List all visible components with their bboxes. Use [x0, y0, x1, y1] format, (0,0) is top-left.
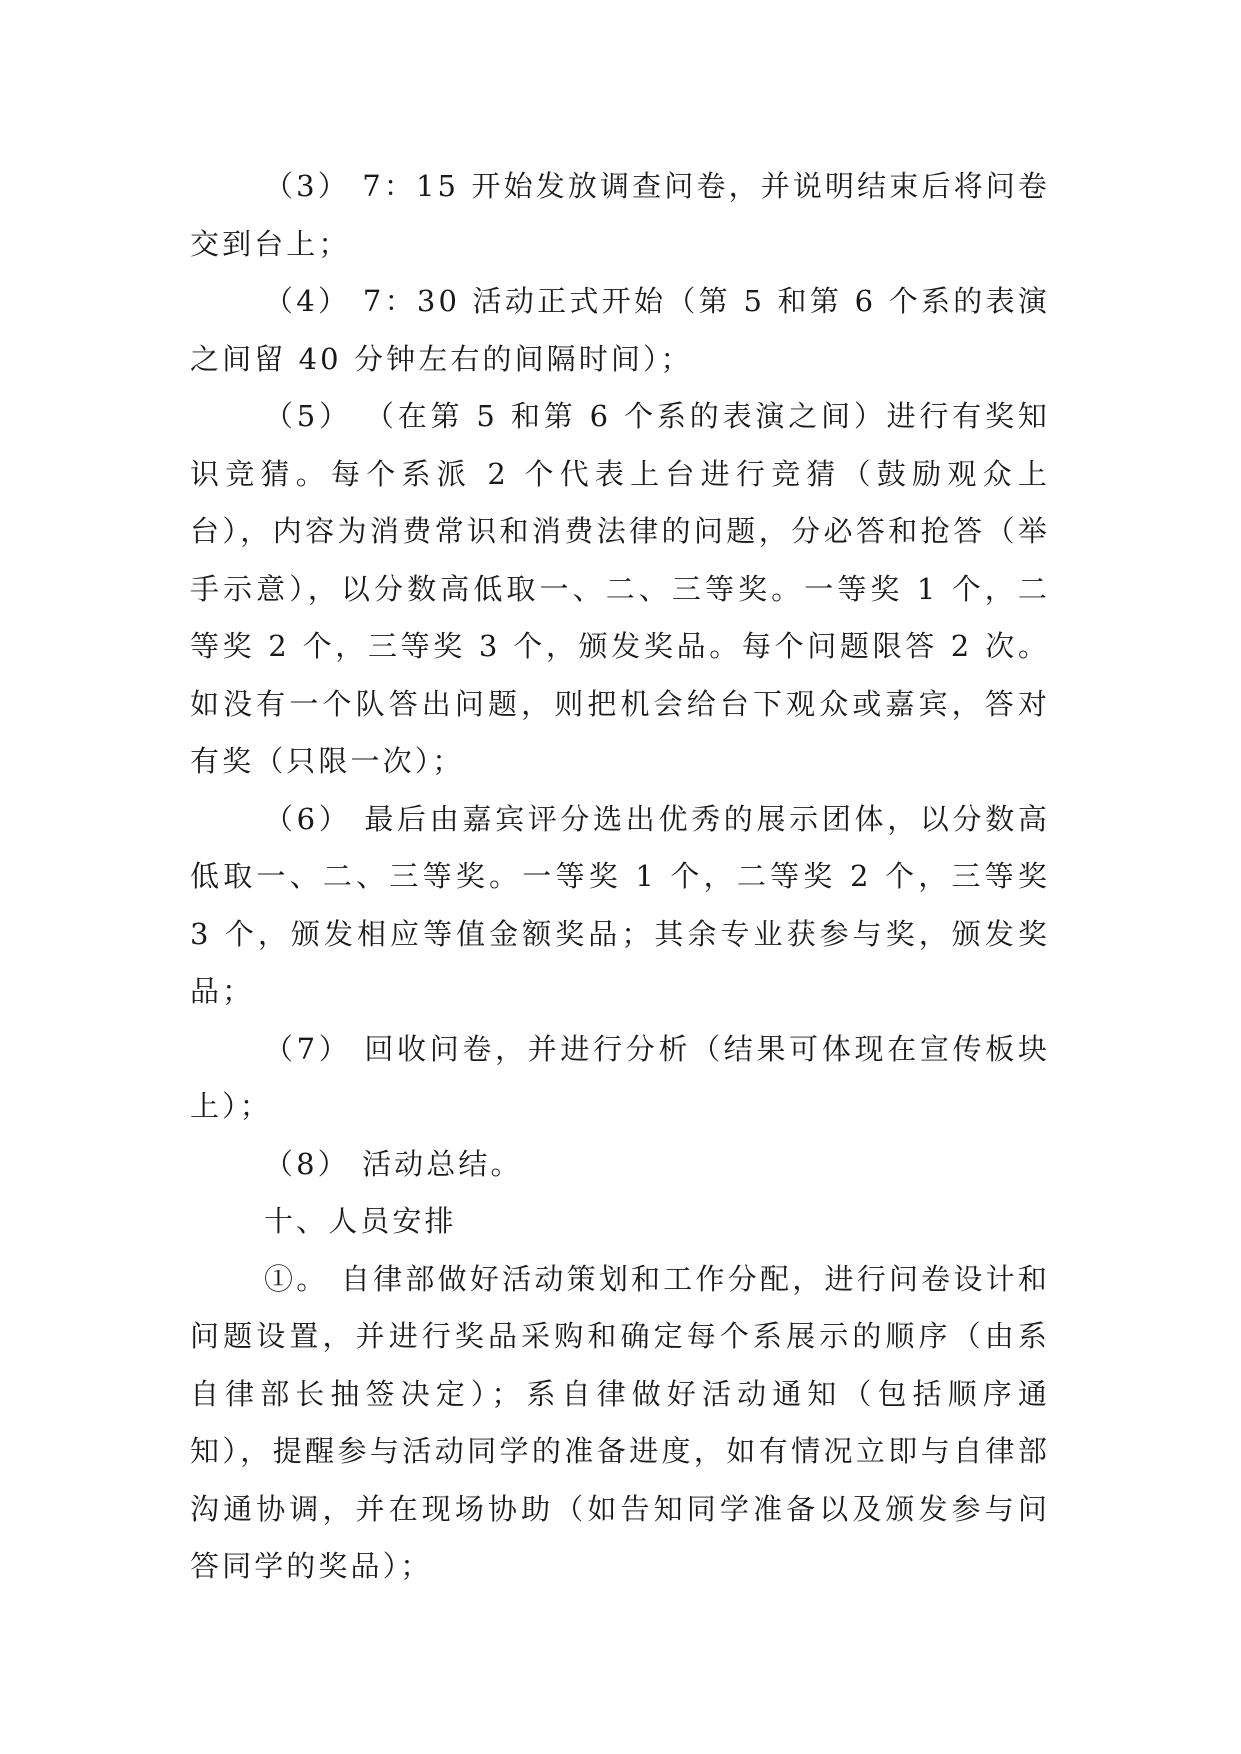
- paragraph-3: （3） 7：15 开始发放调查问卷，并说明结束后将问卷交到台上；: [190, 169, 1050, 261]
- paragraph-5: （5） （在第 5 和第 6 个系的表演之间）进行有奖知识竞猜。每个系派 2 个代表上台进行竞猜（鼓励观众上台），内容为消费常识和消费法律的问题，分必答和抢答（举手示意），以分数高低取一、二、三等奖。一等奖 1 个，二等奖 2 个，三等奖 3 个，颁发奖品。每个问题限答 2 次。如没有一个队答出问题，则把机会给台下观众或嘉宾，答对有奖（只限一次）；: [190, 399, 1050, 778]
- paragraph-6: （6） 最后由嘉宾评分选出优秀的展示团体，以分数高低取一、二、三等奖。一等奖 1 个，二等奖 2 个，三等奖 3 个，颁发相应等值金额奖品；其余专业获参与奖，颁发奖品；: [190, 801, 1050, 1008]
- paragraph-8: （8） 活动总结。: [264, 1146, 523, 1181]
- paragraph-4: （4） 7：30 活动正式开始（第 5 和第 6 个系的表演之间留 40 分钟左右的间隔时间）；: [190, 284, 1050, 376]
- paragraph-staffing-1: ①。 自律部做好活动策划和工作分配，进行问卷设计和问题设置，并进行奖品采购和确定每个系展示的顺序（由系自律部长抽签决定）；系自律做好活动通知（包括顺序通知），提醒参与活动同学的准备进度，如有情况立即与自律部沟通协调，并在现场协助（如告知同学准备以及颁发参与问答同学的奖品）；: [190, 1261, 1050, 1583]
- document-body: [190, 158, 1050, 1596]
- paragraph-7: （7） 回收问卷，并进行分析（结果可体现在宣传板块上）；: [190, 1031, 1050, 1123]
- section-heading-staffing: 十、人员安排: [264, 1204, 457, 1238]
